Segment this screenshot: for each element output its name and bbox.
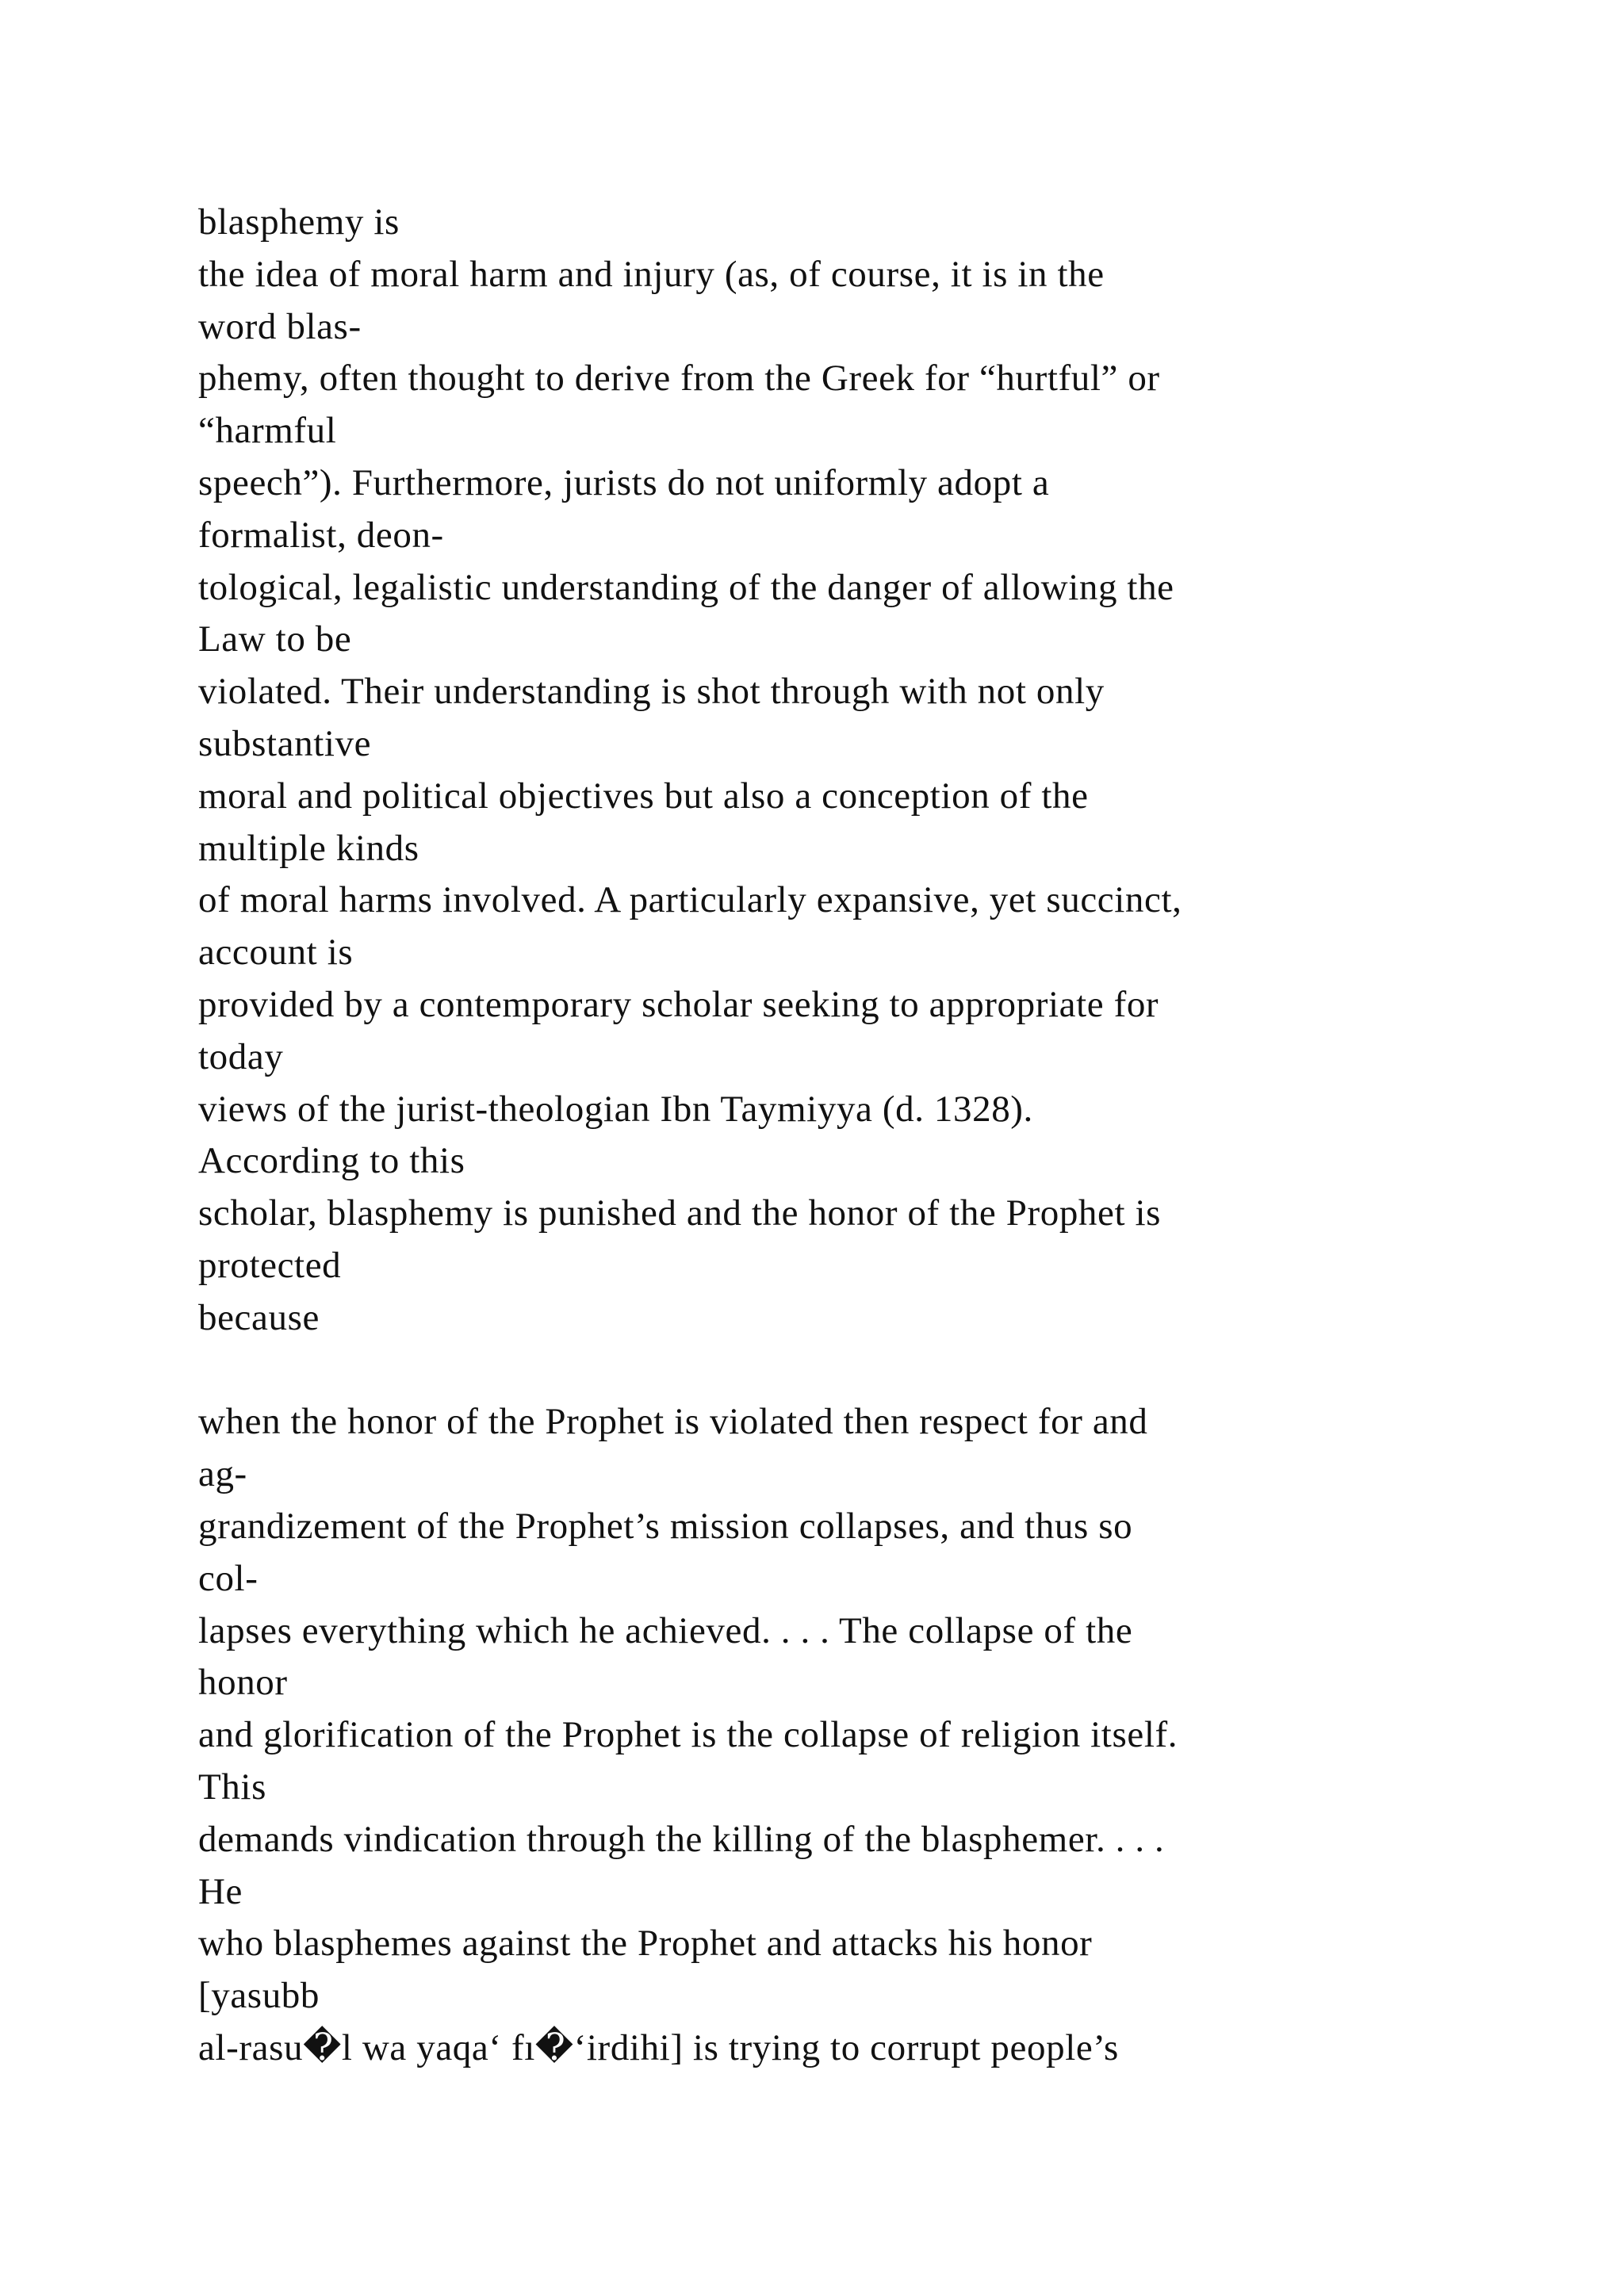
- text-line: ag-: [198, 1453, 247, 1495]
- text-line: who blasphemes against the Prophet and attacks his honor: [198, 1923, 1093, 1965]
- text-line: al-rasu�l wa yaqa‘ fı�‘irdihi] is trying to corrupt people’s: [198, 2026, 1119, 2068]
- text-line: blasphemy is: [198, 201, 400, 243]
- body-text: [198, 197, 1546, 2075]
- text-line: of moral harms involved. A particularly expansive, yet succinct,: [198, 879, 1182, 921]
- text-line: protected: [198, 1244, 342, 1286]
- text-line: lapses everything which he achieved. . . . The collapse of the: [198, 1609, 1133, 1651]
- text-line: col-: [198, 1557, 259, 1599]
- text-line: scholar, blasphemy is punished and the honor of the Prophet is: [198, 1192, 1162, 1234]
- text-line: multiple kinds: [198, 827, 419, 869]
- text-line: Law to be: [198, 618, 352, 660]
- text-line: word blas-: [198, 305, 362, 347]
- text-line: grandizement of the Prophet’s mission collapses, and thus so: [198, 1505, 1133, 1547]
- text-line: tological, legalistic understanding of the danger of allowing the: [198, 566, 1174, 608]
- text-line: the idea of moral harm and injury (as, of course, it is in the: [198, 253, 1105, 295]
- text-line: today: [198, 1035, 284, 1077]
- text-line: views of the jurist-theologian Ibn Taymiyya (d. 1328).: [198, 1088, 1033, 1130]
- text-line: speech”). Furthermore, jurists do not uniformly adopt a: [198, 461, 1050, 503]
- text-line: violated. Their understanding is shot through with not only: [198, 671, 1105, 713]
- text-line: account is: [198, 932, 354, 974]
- text-line: moral and political objectives but also a conception of the: [198, 775, 1089, 817]
- text-line: honor: [198, 1662, 288, 1704]
- text-line: phemy, often thought to derive from the Greek for “hurtful” or: [198, 358, 1160, 400]
- paragraph-1: [198, 197, 1546, 1345]
- text-line: provided by a contemporary scholar seeking to appropriate for: [198, 983, 1159, 1025]
- text-line: [yasubb: [198, 1975, 320, 2017]
- text-line: This: [198, 1766, 266, 1808]
- text-line: formalist, deon-: [198, 514, 444, 556]
- text-line: According to this: [198, 1140, 465, 1182]
- text-line: substantive: [198, 722, 372, 764]
- block-quote: [198, 1396, 1546, 2074]
- text-line: demands vindication through the killing of the blasphemer. . . .: [198, 1818, 1165, 1860]
- text-line: “harmful: [198, 410, 337, 452]
- text-line: because: [198, 1296, 320, 1338]
- text-line: and glorification of the Prophet is the collapse of religion itself.: [198, 1714, 1178, 1756]
- text-line: when the honor of the Prophet is violated then respect for and: [198, 1401, 1148, 1443]
- paragraph-gap: [198, 1345, 1546, 1397]
- text-line: He: [198, 1870, 243, 1912]
